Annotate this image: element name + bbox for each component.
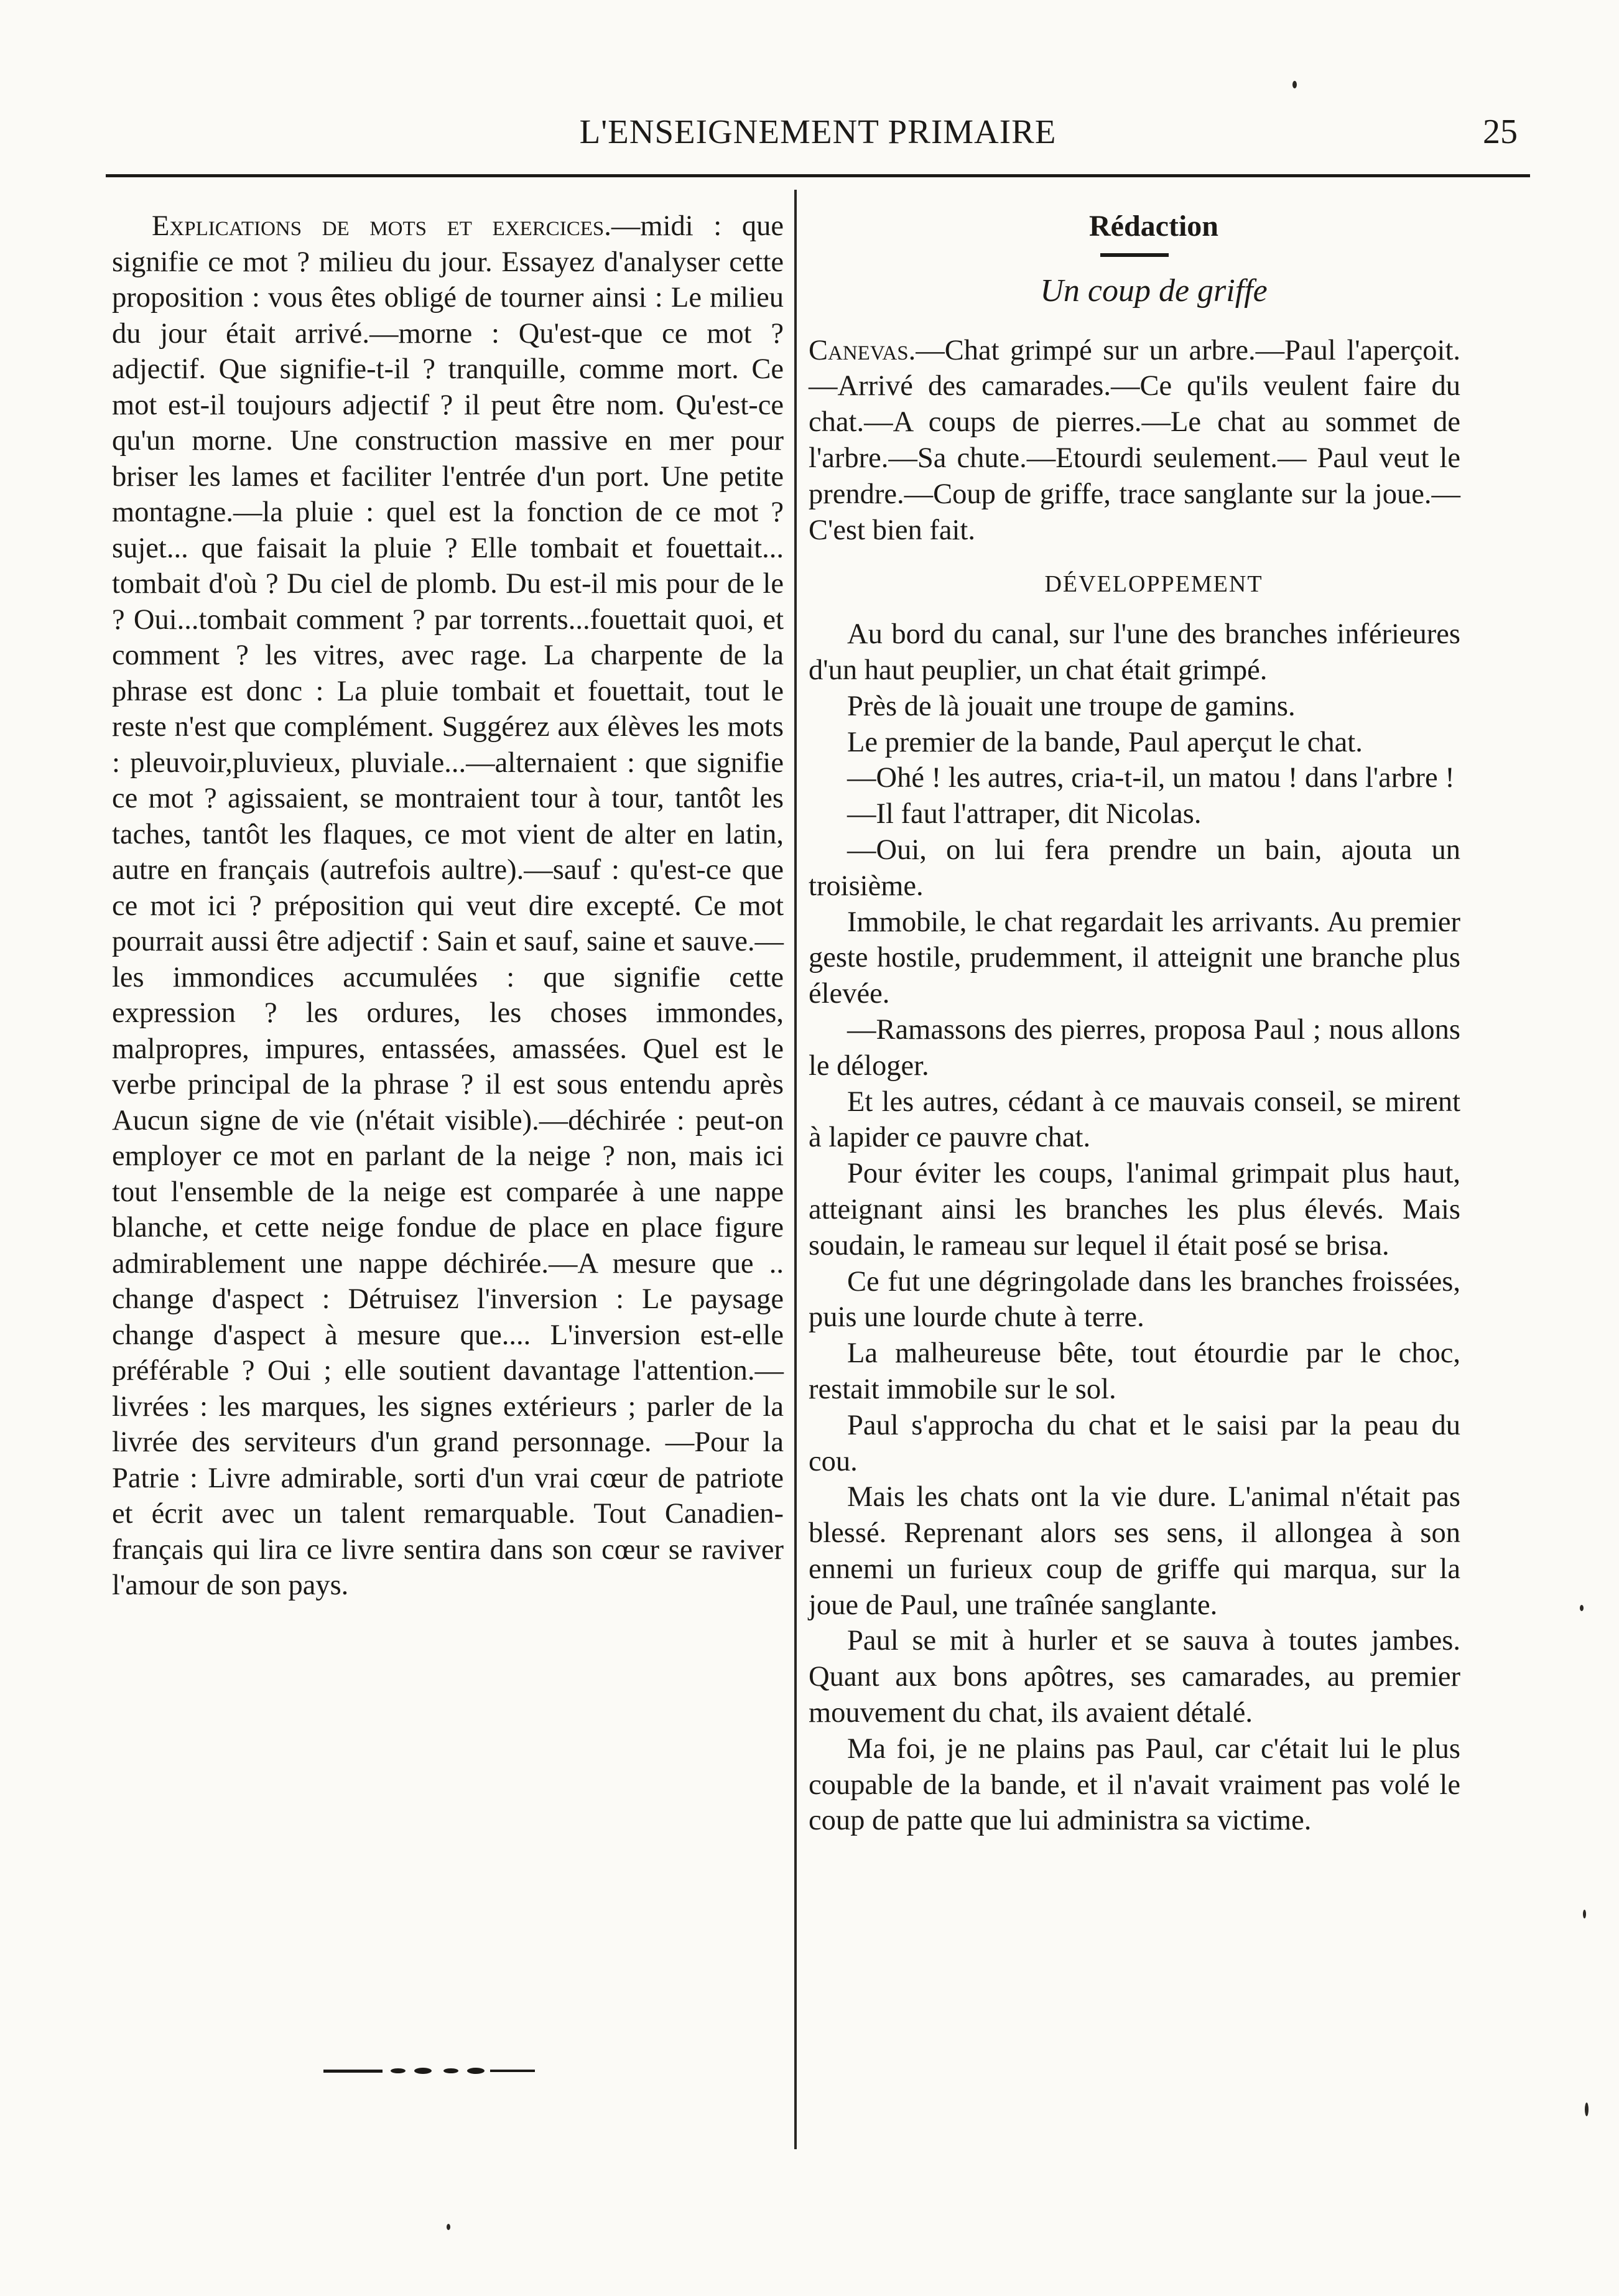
canevas-label: Canevas. <box>809 334 916 366</box>
left-column <box>112 208 784 1604</box>
ink-speck <box>1585 2103 1589 2116</box>
story-paragraph: —Ohé ! les autres, cria-t-il, un matou ! dans l'arbre ! <box>847 762 1455 794</box>
story-paragraph: —Il faut l'attraper, dit Nicolas. <box>847 798 1202 830</box>
canevas-paragraph <box>809 333 1460 549</box>
ink-speck <box>1580 1605 1584 1611</box>
story-paragraph: —Ramassons des pierres, proposa Paul ; nous allons le déloger. <box>809 1013 1460 1082</box>
story-paragraph: Pour éviter les coups, l'animal grimpait plus haut, atteignant ainsi les branches les plus élevés. Mais soudain, le rameau sur lequel il était posé se brisa. <box>809 1158 1460 1262</box>
heading-dash <box>1100 253 1169 257</box>
running-header <box>106 112 1530 168</box>
story-paragraph: Paul s'approcha du chat et le saisi par la peau du cou. <box>809 1409 1460 1477</box>
story-paragraph: —Oui, on lui fera prendre un bain, ajouta un troisième. <box>809 834 1460 902</box>
story-paragraph: Et les autres, cédant à ce mauvais conseil, se mirent à lapider ce pauvre chat. <box>809 1085 1460 1154</box>
explications-text: —midi : que signifie ce mot ? milieu du jour. Essayez d'analyser cette proposition : vous êtes obligé de tourner ainsi : Le milieu du jour était arrivé.—morne : Qu'est-que ce mot ? adjectif. Que signifie-t-il ? tranquille, comme mort. Ce mot est-il toujours adjectif ? il peut être nom. Qu'est-ce qu'un morne. Une construction massive en mer pour briser les lames et faciliter l'entrée d'un port. Une petite montagne.—la pluie : quel est la fonction de ce mot ? sujet... que faisait la pluie ? Elle tombait et fouettait... tombait d'où ? Du ciel de plomb. Du est-il mis pour de le ? Oui...tombait comment ? par torrents...fouettait quoi, et comment ? les vitres, avec rage. La charpente de la phrase est donc : La pluie tombait et fouettait, tout le reste n'est que complément. Suggérez aux élèves les mots : pleuvoir,pluvieux, pluviale...—alternaient : que signifie ce mot ? agissaient, se montraient tour à tour, tantôt les taches, tantôt les flaques, ce mot vient de alter en latin, autre en français (autrefois aultre).—sauf : qu'est-ce que ce mot ici ? préposition qui veut dire excepté. Ce mot pourrait aussi être adjectif : Sain et sauf, saine et sauve.—les immondices accumulées : que signifie cette expression ? les ordures, les choses immondes, malpropres, impures, entassées, amassées. Quel est le verbe principal de la phrase ? il est sous entendu après Aucun signe de vie (n'était visible).—déchirée : peut-on employer ce mot en parlant de la neige ? non, mais ici tout l'ensemble de la neige est comparée à une nappe blanche, et cette neige fondue de place en place figure admirablement une nappe déchirée.—A mesure que .. change d'aspect : Détruisez l'inversion : Le paysage change d'aspect à mesure que.... L'inversion est-elle préférable ? Oui ; elle soutient davantage l'attention.— livrées : les marques, les signes extérieurs ; parler de la livrée des serviteurs d'un grand personnage. —Pour la Patrie : Livre admirable, sorti d'un vrai cœur de patriote et écrit avec un talent remarquable. Tout Canadien-français qui lira ce livre sentira dans son cœur se raviver l'amour de son pays. <box>112 210 784 1601</box>
story-paragraph: Immobile, le chat regardait les arrivants. Au premier geste hostile, prudemment, il atteignit une branche plus élevée. <box>809 906 1460 1010</box>
section-heading: Rédaction <box>1089 210 1218 243</box>
story-paragraph: Mais les chats ont la vie dure. L'animal n'était pas blessé. Reprenant alors ses sens, il allongea à son ennemi un furieux coup de griffe qui marqua, sur la joue de Paul, une traînée sanglante. <box>809 1481 1460 1621</box>
header-rule <box>106 174 1530 177</box>
explications-heading: Explications de mots et exercices. <box>152 210 611 242</box>
development-heading: DÉVELOPPEMENT <box>1044 571 1263 598</box>
story-paragraph: La malheureuse bête, tout étourdie par le choc, restait immobile sur le sol. <box>809 1337 1460 1405</box>
explications-paragraph <box>112 208 784 1604</box>
ink-speck <box>1292 81 1297 88</box>
column-divider <box>794 190 797 2149</box>
story-paragraph: Près de là jouait une troupe de gamins. <box>847 690 1296 722</box>
ink-speck <box>1583 1910 1586 1918</box>
page-number: 25 <box>1483 113 1518 151</box>
story-paragraph: Au bord du canal, sur l'une des branches inférieures d'un haut peuplier, un chat était grimpé. <box>809 618 1460 686</box>
right-column <box>809 208 1460 1839</box>
story-paragraph: Paul se mit à hurler et se sauva à toutes jambes. Quant aux bons apôtres, ses camarades, au premier mouvement du chat, ils avaient détalé. <box>809 1625 1460 1729</box>
story-paragraph: Ma foi, je ne plains pas Paul, car c'était lui le plus coupable de la bande, et il n'avait vraiment pas volé le coup de patte que lui administra sa victime. <box>809 1732 1460 1837</box>
story-paragraph: Ce fut une dégringolade dans les branches froissées, puis une lourde chute à terre. <box>809 1265 1460 1334</box>
story-title: Un coup de griffe <box>1040 272 1268 309</box>
end-ornament <box>323 2067 535 2075</box>
journal-title: L'ENSEIGNEMENT PRIMAIRE <box>579 113 1057 151</box>
canevas-text: —Chat grimpé sur un arbre.—Paul l'aperçoit.—Arrivé des camarades.—Ce qu'ils veulent faire du chat.—A coups de pierres.—Le chat au sommet de l'arbre.—Sa chute.—Etourdi seulement.— Paul veut le prendre.—Coup de griffe, trace sanglante sur la joue.—C'est bien fait. <box>809 334 1460 546</box>
story-paragraph: Le premier de la bande, Paul aperçut le chat. <box>847 726 1363 758</box>
ink-speck <box>447 2224 450 2230</box>
